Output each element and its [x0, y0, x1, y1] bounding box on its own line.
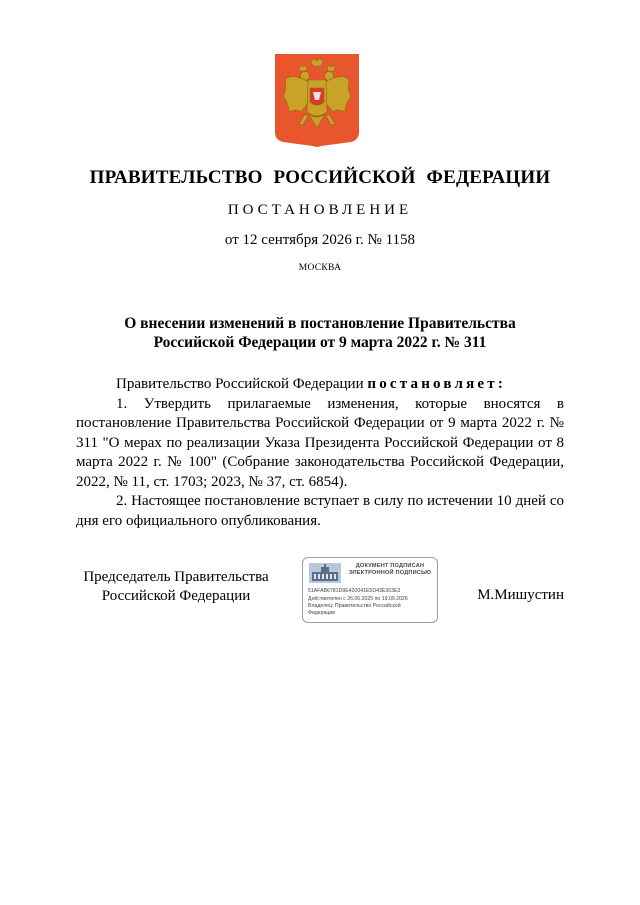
coat-of-arms-icon: [275, 54, 359, 148]
certificate-serial: 51AFAB6781D9E420041E5D43E303E3: [308, 588, 401, 594]
subject-line-1: О внесении изменений в постановление Правительства: [124, 315, 516, 332]
document-body: [76, 375, 564, 531]
body-intro: [76, 375, 564, 395]
body-item-2: 2. Настоящее постановление вступает в силу по истечении 10 дней со дня его официального опубликования.: [76, 493, 564, 529]
signatory-name: М.Мишустин: [477, 587, 564, 603]
body-item-1: 1. Утвердить прилагаемые изменения, которые вносятся в постановление Правительства Российской Федерации от 9 марта 2022 г. № 311 "О мерах по реализации Указа Президента Российской Федерации от 8 марта 2022 г. № 100" (Собрание законодательства Российской Федерации, 2022, № 11, ст. 1703; 2023, № 37, ст. 6854).: [76, 395, 564, 490]
certificate-owner-line-1: Владелец: Правительство Российской: [308, 603, 401, 609]
position-line-1: Председатель Правительства: [83, 569, 269, 585]
document-type: ПОСТАНОВЛЕНИЕ: [227, 202, 413, 218]
decree-word: постановляет:: [367, 376, 507, 392]
certificate-owner-line-2: Федерации: [308, 610, 336, 616]
signatory-position: [66, 568, 286, 606]
document-date-number: от 12 сентября 2026 г. № 1158: [224, 232, 416, 248]
stamp-title-line-2: ЭЛЕКТРОННОЙ ПОДПИСЬЮ: [348, 570, 432, 576]
stamp-title: [347, 563, 433, 577]
government-title: ПРАВИТЕЛЬСТВО РОССИЙСКОЙ ФЕДЕРАЦИИ: [89, 167, 551, 188]
electronic-signature-stamp: [302, 557, 438, 623]
stamp-title-line-1: ДОКУМЕНТ ПОДПИСАН: [355, 563, 425, 569]
subject-line-2: Российской Федерации от 9 марта 2022 г. № 311: [153, 334, 487, 351]
document-subject: [90, 314, 550, 352]
building-icon: [309, 563, 341, 583]
certificate-validity: Действителен с 26.06.2025 по 19.09.2026: [308, 596, 408, 602]
intro-text: Правительство Российской Федерации: [116, 376, 368, 392]
position-line-2: Российской Федерации: [101, 588, 251, 604]
document-city: МОСКВА: [298, 263, 342, 273]
